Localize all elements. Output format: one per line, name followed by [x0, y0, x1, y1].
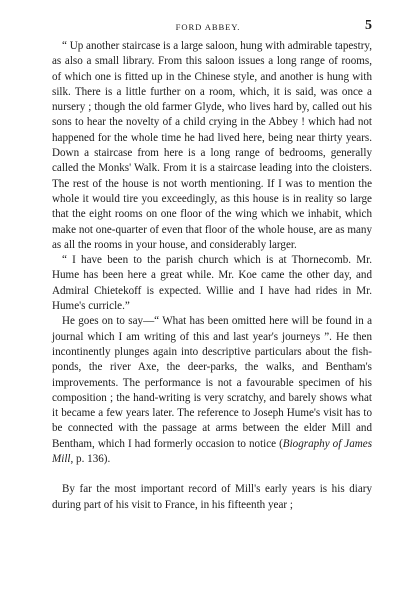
book-title-citation: Biography of James Mill — [52, 437, 373, 466]
paragraph-text-start: He goes on to say—“ What has been omitted here will be found in a journal which I am writing of this and last year's journeys ”. He then incontinently plunges again into descriptive particulars about the fish-ponds, the river Axe, the deer-parks, the walks, and Bentham's improvements. The performance is not a favourable specimen of his composition ; the hand-writing is very scratchy, and barely shows what it became a few years later. The reference to Joseph Hume's visit has to be connected with the passage at arms between the elder Mill and Bentham, which I had formerly occasion to notice ( — [52, 315, 372, 450]
body-text — [52, 39, 372, 513]
running-title: FORD ABBEY. — [175, 22, 241, 32]
page-number: 5 — [365, 18, 372, 33]
paragraph-text-end: , p. 136). — [70, 453, 111, 466]
running-head — [0, 18, 416, 36]
paragraph-diary-france: By far the most important record of Mill's early years is his diary during part of his visit to France, in his fifteenth year ; — [52, 483, 372, 511]
section-gap — [52, 467, 372, 482]
paragraph-parish-church: “ I have been to the parish church which is at Thornecomb. Mr. Hume has been here a great while. Mr. Koe came the other day, and Admiral Chietekoff is expected. Willie and I have had rides in Mr. Hume's curricle.” — [52, 254, 372, 313]
paragraph-journal-commentary — [52, 314, 372, 467]
paragraph-letter-saloon: “ Up another staircase is a large saloon, hung with admirable tapestry, as also a small library. From this saloon issues a long range of rooms, of which one is fitted up in the Chinese style, and another is hung with silk. There is a little further on a room, which, it is said, was once a nursery ; though the old farmer Glyde, who lives hard by, called out his sons to hear the novelty of a child crying in the Abbey ! which had not happened for the whole time he had lived here, being near thirty years. Down a staircase from here is a long range of bedrooms, generally called the Monks' Walk. From it is a staircase leading into the cloisters. The rest of the house is not worth mentioning. If I was to mention the whole it would tire you exceedingly, as this house is in reality so large that the eight rooms on one floor of the wing which we inhabit, which make not one-quarter of even that floor of the whole house, are as many as all the rooms in your house, and considerably larger. — [52, 40, 372, 251]
